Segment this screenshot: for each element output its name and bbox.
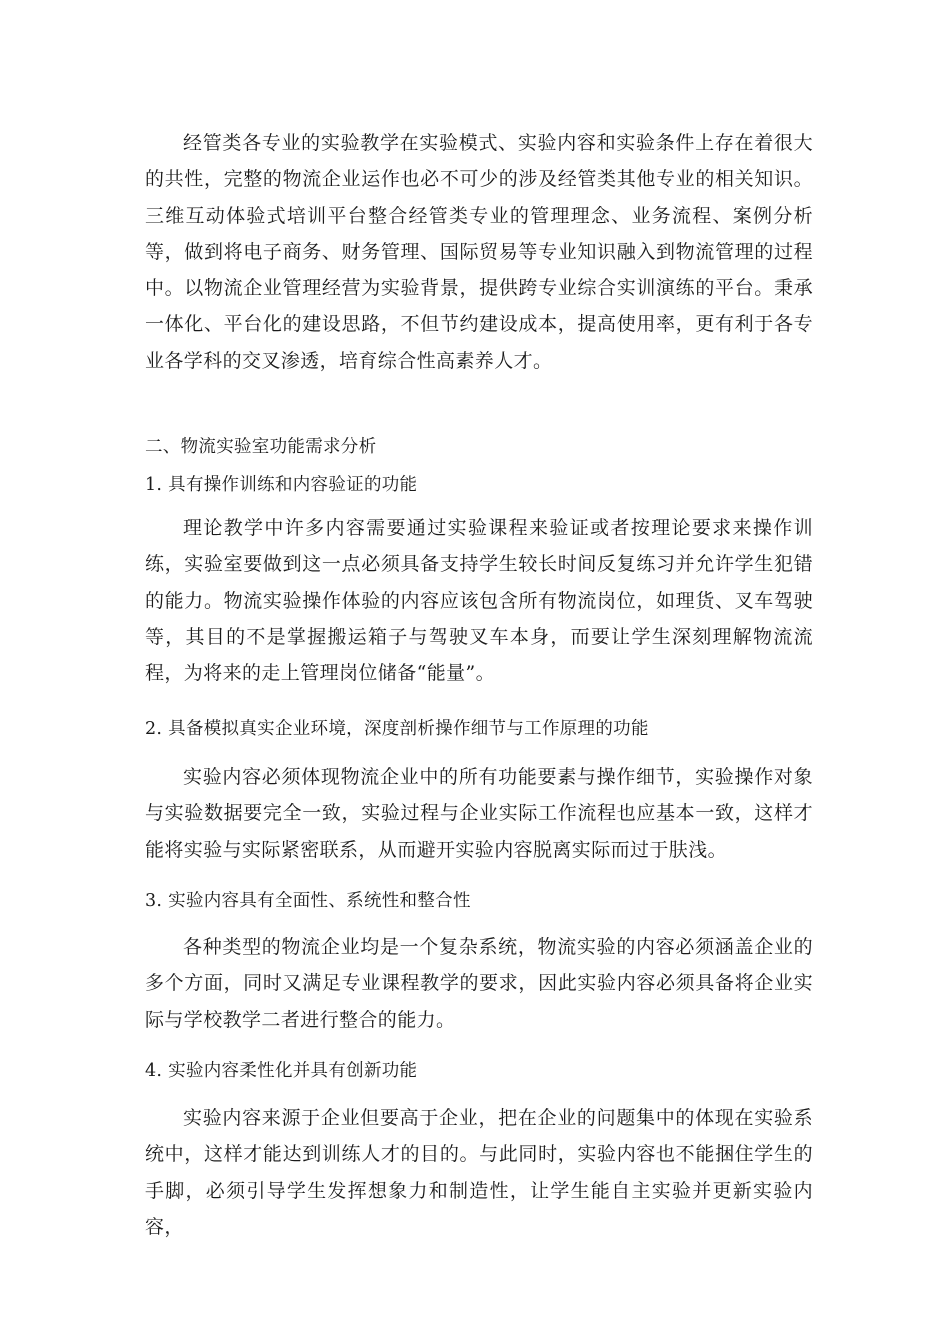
section-heading: 二、物流实验室功能需求分析 (145, 437, 377, 457)
item-heading-1: 1. 具有操作训练和内容验证的功能 (145, 475, 418, 495)
intro-paragraph: 经管类各专业的实验教学在实验模式、实验内容和实验条件上存在着很大的共性，完整的物流企业运作也必不可少的涉及经管类其他专业的相关知识。三维互动体验式培训平台整合经管类专业的管理理念、业务流程、案例分析等，做到将电子商务、财务管理、国际贸易等专业知识融入到物流管理的过程中。以物流企业管理经营为实验背景，提供跨专业综合实训演练的平台。秉承一体化、平台化的建设思路，不但节约建设成本，提高使用率，更有利于各专业各学科的交叉渗透，培育综合性高素养人才。 (145, 132, 813, 372)
item-paragraph-4: 实验内容来源于企业但要高于企业，把在企业的问题集中的体现在实验系统中，这样才能达到训练人才的目的。与此同时，实验内容也不能捆住学生的手脚，必须引导学生发挥想象力和制造性，让学生能自主实验并更新实验内容， (145, 1107, 813, 1238)
item-paragraph-1: 理论教学中许多内容需要通过实验课程来验证或者按理论要求来操作训练，实验室要做到这一点必须具备支持学生较长时间反复练习并允许学生犯错的能力。物流实验操作体验的内容应该包含所有物流岗位，如理货、叉车驾驶等，其目的不是掌握搬运箱子与驾驶叉车本身，而要让学生深刻理解物流流程，为将来的走上管理岗位储备“能量”。 (145, 517, 813, 685)
item-heading-2: 2. 具备模拟真实企业环境，深度剖析操作细节与工作原理的功能 (145, 719, 649, 739)
item-heading-4: 4. 实验内容柔性化并具有创新功能 (145, 1061, 418, 1081)
item-paragraph-2: 实验内容必须体现物流企业中的所有功能要素与操作细节，实验操作对象与实验数据要完全一致，实验过程与企业实际工作流程也应基本一致，这样才能将实验与实际紧密联系，从而避开实验内容脱离实际而过于肤浅。 (145, 766, 813, 861)
item-heading-3: 3. 实验内容具有全面性、系统性和整合性 (145, 891, 471, 911)
item-paragraph-3: 各种类型的物流企业均是一个复杂系统，物流实验的内容必须涵盖企业的多个方面，同时又满足专业课程教学的要求，因此实验内容必须具备将企业实际与学校教学二者进行整合的能力。 (145, 936, 813, 1031)
